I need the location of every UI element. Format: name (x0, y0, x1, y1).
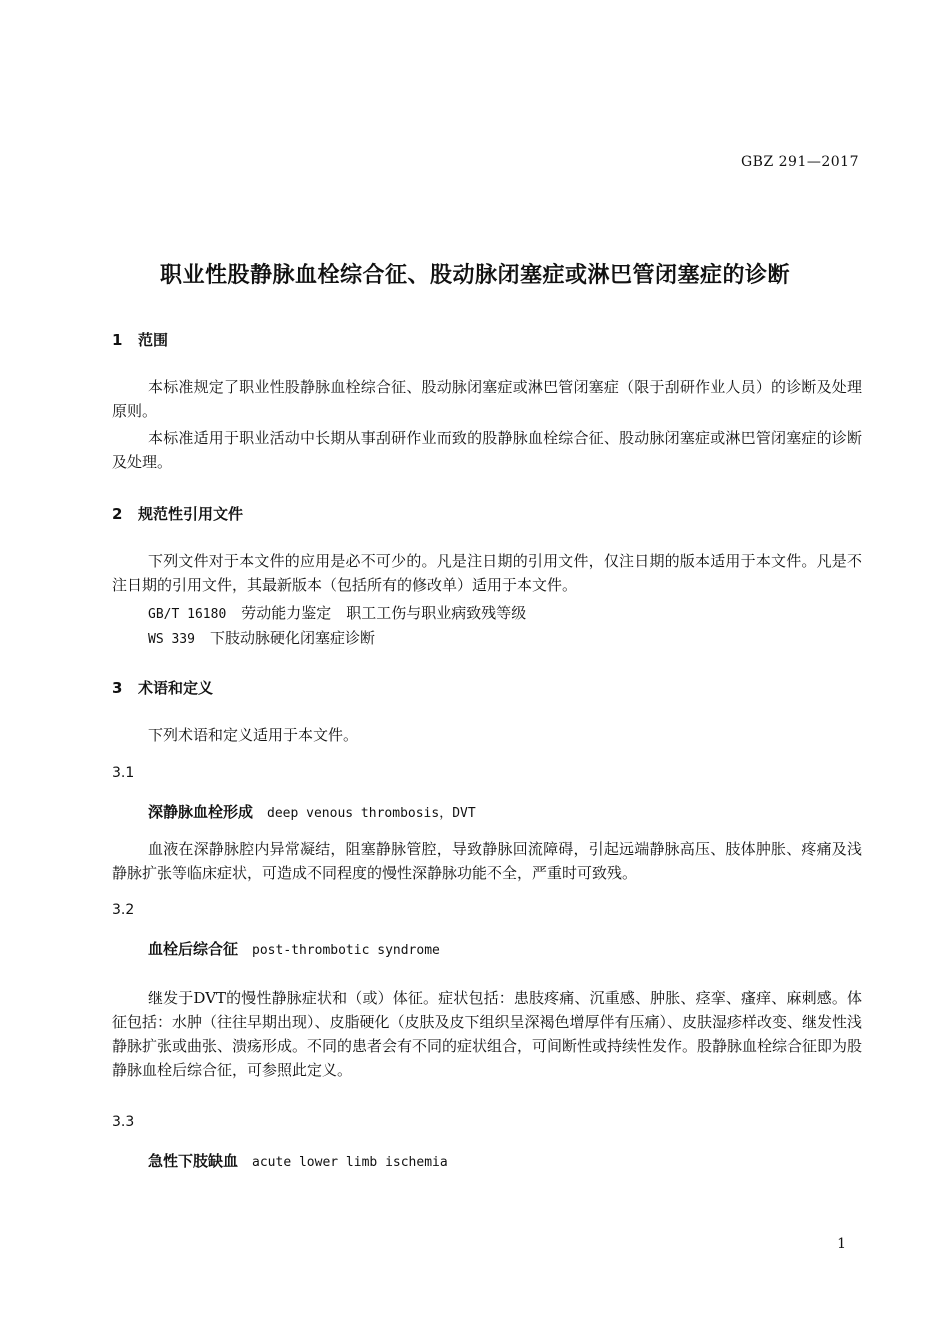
section-title: 规范性引用文件 (138, 505, 244, 523)
clause-number: 3.2 (112, 902, 135, 918)
reference-item (148, 627, 375, 648)
reference-code: WS 339 (148, 632, 195, 647)
document-title: 职业性股静脉血栓综合征、股动脉闭塞症或淋巴管闭塞症的诊断 (159, 263, 790, 288)
section-number: 3 (112, 679, 123, 697)
reference-item (148, 602, 526, 623)
section-title: 范围 (138, 331, 169, 349)
clause-number: 3.1 (112, 765, 135, 781)
term-chinese: 深静脉血栓形成 (148, 803, 254, 821)
section-number: 1 (112, 331, 123, 349)
term-english: post-thrombotic syndrome (252, 943, 440, 958)
section-number: 2 (112, 505, 123, 523)
terms-intro-paragraph: 下列术语和定义适用于本文件。 (148, 726, 359, 744)
term-chinese: 急性下肢缺血 (148, 1152, 239, 1170)
term-english: deep venous thrombosis，DVT (267, 806, 476, 821)
scope-paragraph-1: 本标准规定了职业性股静脉血栓综合征、股动脉闭塞症或淋巴管闭塞症（限于刮研作业人员）的诊断及处理原则。 (112, 378, 862, 420)
term-entry (148, 1150, 448, 1171)
term-definition: 继发于DVT的慢性静脉症状和（或）体征。症状包括：患肢疼痛、沉重感、肿胀、痉挛、瘙痒、麻刺感。体征包括：水肿（往往早期出现）、皮脂硬化（皮肤及皮下组织呈深褐色增厚伴有压痛）、皮肤湿疹样改变、继发性浅静脉扩张或曲张、溃疡形成。不同的患者会有不同的症状组合，可间断性或持续性发作。股静脉血栓综合征即为股静脉血栓后综合征，可参照此定义。 (112, 989, 863, 1079)
reference-code: GB/T 16180 (148, 607, 227, 622)
section-1-heading (112, 329, 168, 350)
section-title: 术语和定义 (138, 679, 214, 697)
term-chinese: 血栓后综合征 (148, 940, 239, 958)
normative-refs-paragraph: 下列文件对于本文件的应用是必不可少的。凡是注日期的引用文件，仅注日期的版本适用于本文件。凡是不注日期的引用文件，其最新版本（包括所有的修改单）适用于本文件。 (112, 552, 862, 594)
term-english: acute lower limb ischemia (252, 1155, 448, 1170)
term-entry (148, 938, 440, 959)
term-entry (148, 801, 476, 822)
page-number: 1 (837, 1236, 846, 1252)
clause-number: 3.3 (112, 1114, 135, 1130)
scope-paragraph-2: 本标准适用于职业活动中长期从事刮研作业而致的股静脉血栓综合征、股动脉闭塞症或淋巴管闭塞症的诊断及处理。 (112, 429, 862, 471)
reference-title: 下肢动脉硬化闭塞症诊断 (209, 629, 375, 647)
section-2-heading (112, 503, 243, 524)
section-3-heading (112, 677, 213, 698)
reference-title: 劳动能力鉴定 职工工伤与职业病致残等级 (241, 604, 527, 622)
standard-code: GBZ 291—2017 (741, 154, 859, 170)
term-definition: 血液在深静脉腔内异常凝结，阻塞静脉管腔，导致静脉回流障碍，引起远端静脉高压、肢体肿胀、疼痛及浅静脉扩张等临床症状，可造成不同程度的慢性深静脉功能不全，严重时可致残。 (112, 840, 862, 882)
